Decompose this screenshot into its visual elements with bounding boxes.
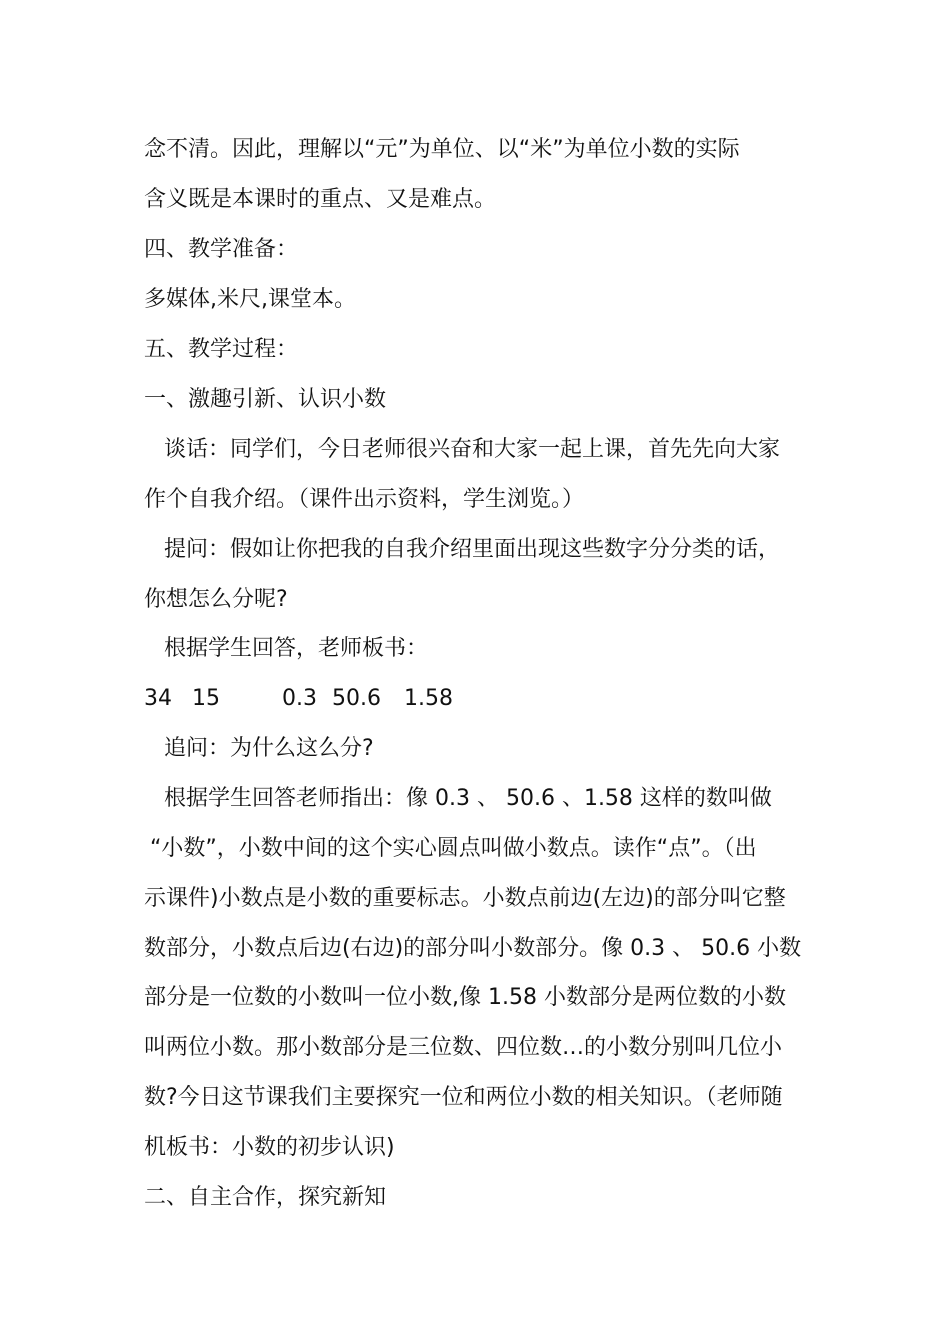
board-number: 15 — [192, 686, 220, 711]
paragraph-line: “小数”，小数中间的这个实心圆点叫做小数点。读作“点”。（出 — [150, 836, 757, 861]
paragraph-line: 叫两位小数。那小数部分是三位数、四位数…的小数分别叫几位小 — [144, 1035, 783, 1060]
paragraph-line: 谈话：同学们，今日老师很兴奋和大家一起上课，首先先向大家 — [164, 437, 781, 462]
board-numbers — [144, 684, 453, 714]
paragraph-line: 根据学生回答，老师板书： — [164, 636, 429, 661]
paragraph-line: 含义既是本课时的重点、又是难点。 — [144, 187, 497, 212]
paragraph-line: 多媒体,米尺,课堂本。 — [144, 287, 356, 312]
board-number: 0.3 — [282, 686, 317, 711]
paragraph-line: 你想怎么分呢? — [144, 587, 288, 612]
paragraph-line: 数?今日这节课我们主要探究一位和两位小数的相关知识。（老师随 — [144, 1085, 783, 1110]
paragraph-line: 念不清。因此，理解以“元”为单位、以“米”为单位小数的实际 — [144, 137, 740, 162]
section-heading: 五、教学过程： — [144, 337, 299, 362]
section-heading: 二、自主合作，探究新知 — [144, 1185, 387, 1210]
board-number: 34 — [144, 686, 172, 711]
paragraph-line: 根据学生回答老师指出：像 0.3 、 50.6 、1.58 这样的数叫做 — [164, 786, 772, 811]
board-number: 1.58 — [404, 686, 453, 711]
paragraph-line: 追问：为什么这么分? — [164, 736, 374, 761]
paragraph-line: 示课件)小数点是小数的重要标志。小数点前边(左边)的部分叫它整 — [144, 886, 786, 911]
paragraph-line: 部分是一位数的小数叫一位小数,像 1.58 小数部分是两位数的小数 — [144, 985, 786, 1010]
paragraph-line: 机板书：小数的初步认识) — [144, 1135, 395, 1160]
paragraph-line: 作个自我介绍。（课件出示资料，学生浏览。） — [144, 487, 585, 512]
paragraph-line: 数部分，小数点后边(右边)的部分叫小数部分。像 0.3 、 50.6 小数 — [144, 936, 802, 961]
section-heading: 一、激趣引新、认识小数 — [144, 387, 387, 412]
paragraph-line: 提问：假如让你把我的自我介绍里面出现这些数字分分类的话， — [164, 537, 781, 562]
board-number: 50.6 — [332, 686, 381, 711]
section-heading: 四、教学准备： — [144, 237, 299, 262]
